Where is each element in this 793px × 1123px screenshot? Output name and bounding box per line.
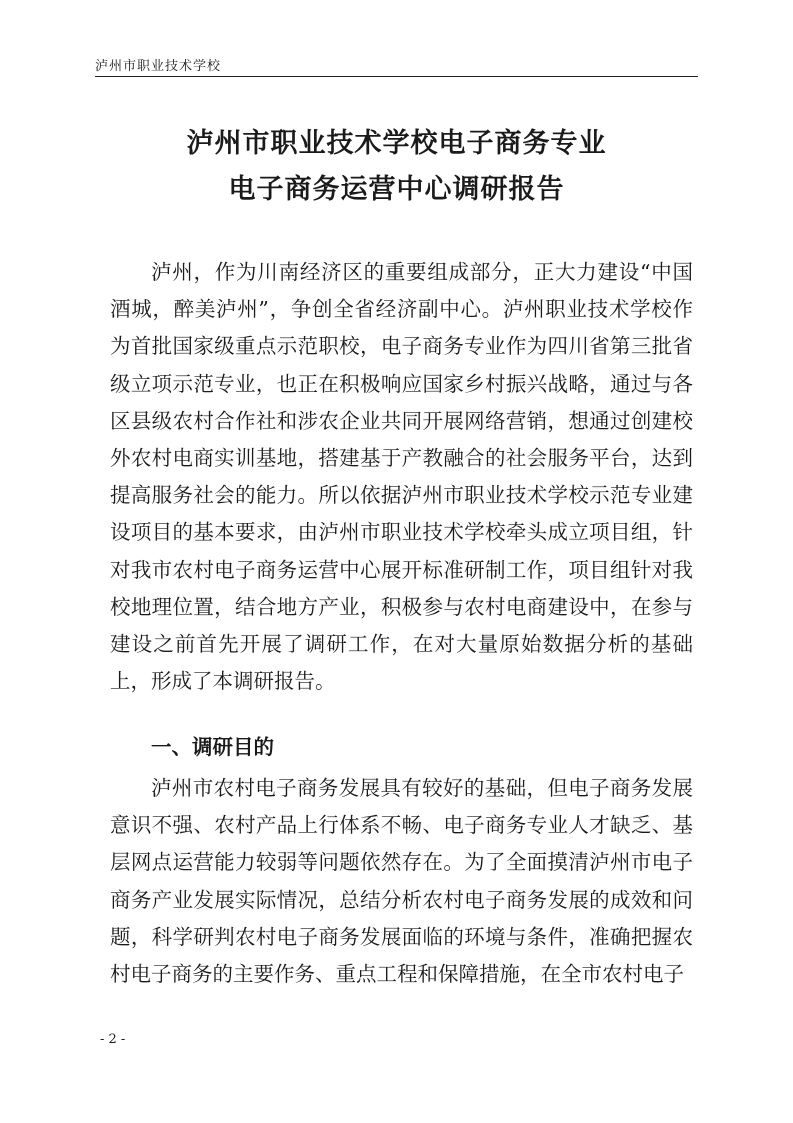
intro-paragraph: 泸州，作为川南经济区的重要组成部分，正大力建设“中国酒城，醉美泸州”，争创全省经济副中心。泸州职业技术学校作为首批国家级重点示范职校，电子商务专业作为四川省第三批省级立项示范专业，也正在积极响应国家乡村振兴战略，通过与各区县级农村合作社和涉农企业共同开展网络营销，想通过创建校外农村电商实训基地，搭建基于产教融合的社会服务平台，达到提高服务社会的能力。所以依据泸州市职业技术学校示范专业建设项目的基本要求，由泸州市职业技术学校牵头成立项目组，针对我市农村电子商务运营中心展开标准研制工作，项目组针对我校地理位置，结合地方产业，积极参与农村电商建设中，在参与建设之前首先开展了调研工作，在对大量原始数据分析的基础上，形成了本调研报告。 xyxy=(110,260,693,694)
header-divider xyxy=(95,76,698,77)
document-title-line-2: 电子商务运营中心调研报告 xyxy=(228,174,565,205)
page-header-school-name: 泸州市职业技术学校 xyxy=(95,59,222,74)
document-title-line-1: 泸州市职业技术学校电子商务专业 xyxy=(186,128,607,159)
section-heading-research-purpose: 一、调研目的 xyxy=(151,735,274,759)
page-number: - 2 - xyxy=(100,1032,126,1047)
research-purpose-paragraph: 泸州市农村电子商务发展具有较好的基础，但电子商务发展意识不强、农村产品上行体系不畅、电子商务专业人才缺乏、基层网点运营能力较弱等问题依然存在。为了全面摸清泸州市电子商务产业发展实际情况，总结分析农村电子商务发展的成效和问题，科学研判农村电子商务发展面临的环境与条件，准确把握农村电子商务的主要作务、重点工程和保障措施，在全市农村电子 xyxy=(110,776,693,987)
